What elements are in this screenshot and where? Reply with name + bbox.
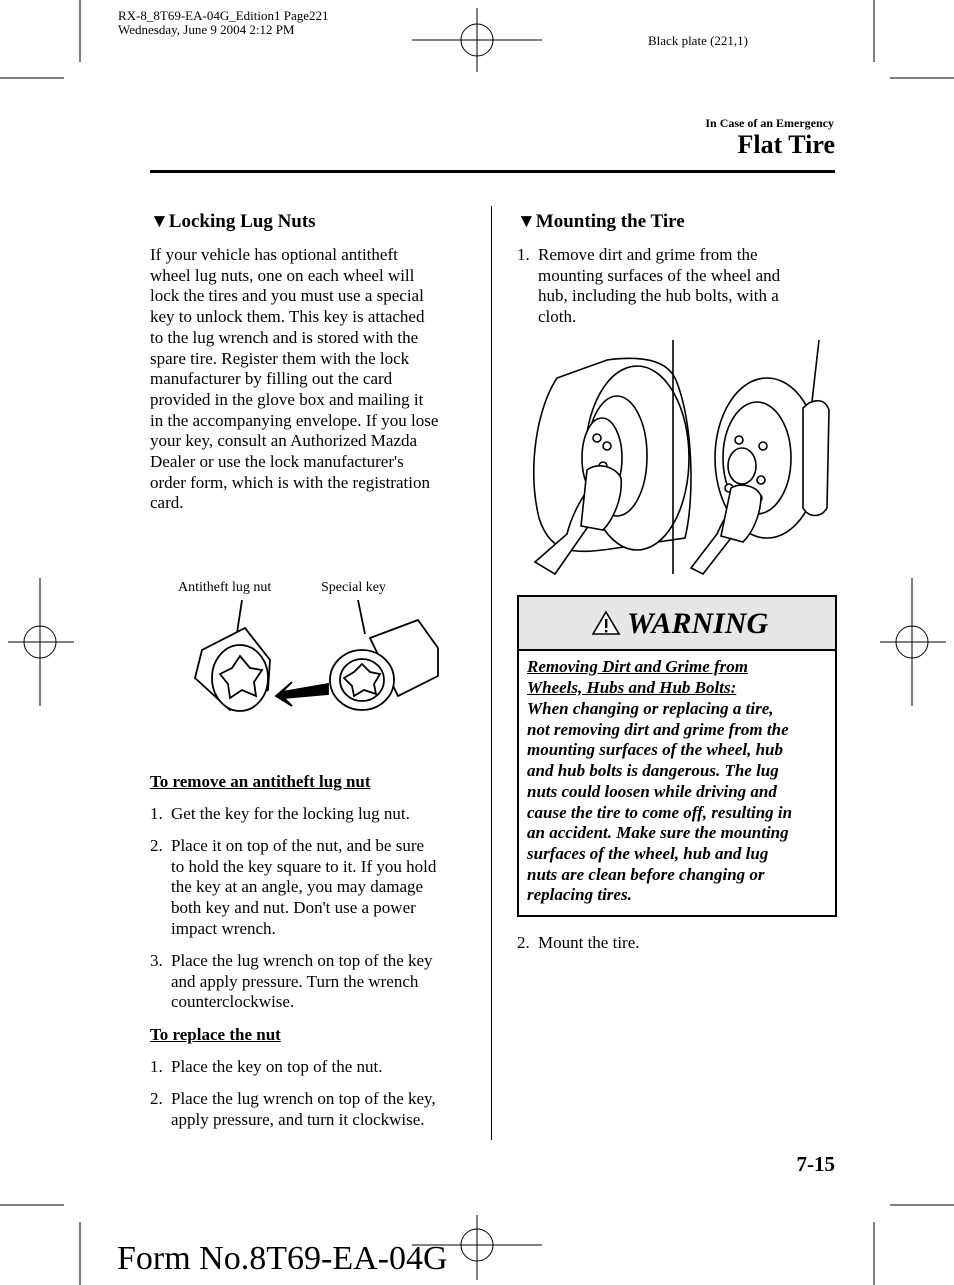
step-text [171, 1089, 436, 1130]
step-text [171, 836, 436, 940]
step-line: Place the lug wrench on top of the key [171, 951, 433, 970]
special-key-label: Special key [321, 580, 386, 595]
wheel-hub-cleaning-illustration [517, 338, 835, 578]
warning-triangle-icon [591, 610, 621, 636]
paragraph-line: lock the tires and you must use a special [150, 286, 424, 306]
warning-box [517, 595, 837, 917]
paragraph-line: wheel lug nuts, one on each wheel will [150, 265, 415, 285]
locking-lug-nuts-heading: ▼Locking Lug Nuts [150, 211, 316, 232]
step-text [538, 245, 780, 328]
step-line: Get the key for the locking lug nut. [171, 804, 410, 823]
warning-header [519, 597, 835, 651]
step-line: hub, including the hub bolts, with a [538, 286, 779, 306]
step-line: to hold the key square to it. If you hold [171, 856, 437, 876]
paragraph-line: card. [150, 493, 184, 513]
paragraph-line: key to unlock them. This key is attached [150, 307, 425, 327]
step-line: the key at an angle, you may damage [171, 877, 424, 897]
page-number: 7-15 [796, 1152, 835, 1176]
warning-body [527, 699, 827, 906]
warning-body-line: When changing or replacing a tire, [527, 699, 774, 718]
print-plate: Black plate (221,1) [648, 33, 748, 48]
step-line: Remove dirt and grime from the [538, 245, 758, 264]
warning-body-line: an accident. Make sure the mounting [527, 823, 789, 843]
locking-lug-nuts-paragraph [150, 245, 480, 514]
remove-step-2 [150, 836, 480, 946]
warning-body-line: nuts are clean before changing or [527, 864, 765, 884]
lug-nut-illustration [150, 598, 480, 728]
step-number: 2. [150, 1089, 163, 1108]
step-line: and apply pressure. Turn the wrench [171, 971, 419, 991]
column-divider [491, 206, 492, 1140]
step-text [171, 951, 433, 1013]
form-number: Form No.8T69-EA-04G [117, 1240, 448, 1277]
mount-step-1 [517, 245, 833, 331]
warning-subtitle-line: Removing Dirt and Grime from [527, 657, 749, 676]
step-text [538, 933, 640, 954]
paragraph-line: to the lug wrench and is stored with the [150, 327, 419, 347]
step-line: cloth. [538, 307, 577, 327]
step-line: Place the key on top of the nut. [171, 1057, 383, 1076]
step-number: 1. [517, 245, 530, 264]
remove-nut-heading: To remove an antitheft lug nut [150, 772, 371, 791]
step-text [171, 1057, 383, 1078]
mounting-tire-heading: ▼Mounting the Tire [517, 211, 685, 232]
replace-nut-heading: To replace the nut [150, 1025, 281, 1044]
warning-body-line: and hub bolts is dangerous. The lug [527, 761, 779, 781]
paragraph-line: Dealer or use the lock manufacturer's [150, 452, 404, 472]
warning-body-line: surfaces of the wheel, hub and lug [527, 843, 769, 863]
step-line: impact wrench. [171, 918, 276, 938]
replace-step-1 [150, 1057, 480, 1079]
paragraph-line: manufacturer by filling out the card [150, 369, 393, 389]
paragraph-line: in the accompanying envelope. If you lose [150, 410, 439, 430]
step-number: 1. [150, 804, 163, 823]
paragraph-line: order form, which is with the registration [150, 472, 430, 492]
paragraph-line: provided in the glove box and mailing it [150, 389, 424, 409]
warning-body-line: nuts could loosen while driving and [527, 781, 777, 801]
warning-subtitle-line: Wheels, Hubs and Hub Bolts: [527, 677, 737, 697]
step-line: Place the lug wrench on top of the key, [171, 1089, 436, 1108]
paragraph-line: your key, consult an Authorized Mazda [150, 431, 418, 451]
print-meta-date: Wednesday, June 9 2004 2:12 PM [118, 22, 295, 37]
section-label: In Case of an Emergency [705, 116, 834, 130]
step-number: 2. [517, 933, 530, 952]
step-number: 2. [150, 836, 163, 855]
warning-subtitle [527, 657, 827, 698]
step-line: mounting surfaces of the wheel and [538, 265, 781, 285]
remove-step-1 [150, 804, 480, 826]
step-line: apply pressure, and turn it clockwise. [171, 1109, 425, 1129]
warning-body-line: mounting surfaces of the wheel, hub [527, 740, 783, 760]
print-meta-file: RX-8_8T69-EA-04G_Edition1 Page221 [118, 8, 329, 23]
warning-body-line: not removing dirt and grime from the [527, 719, 789, 739]
remove-step-3 [150, 951, 480, 1017]
step-line: Place it on top of the nut, and be sure [171, 836, 425, 855]
header-rule [150, 170, 835, 173]
step-line: counterclockwise. [171, 992, 295, 1012]
paragraph-line: spare tire. Register them with the lock [150, 348, 410, 368]
step-line: Mount the tire. [538, 933, 640, 952]
paragraph-line: If your vehicle has optional antitheft [150, 245, 398, 264]
step-line: both key and nut. Don't use a power [171, 898, 416, 918]
step-text [171, 804, 410, 825]
step-number: 3. [150, 951, 163, 970]
warning-body-line: replacing tires. [527, 885, 632, 905]
step-number: 1. [150, 1057, 163, 1076]
antitheft-lug-nut-label: Antitheft lug nut [178, 580, 272, 595]
warning-body-line: cause the tire to come off, resulting in [527, 802, 793, 822]
page-title: Flat Tire [737, 130, 835, 159]
warning-title: WARNING [627, 607, 769, 640]
mount-step-2 [517, 933, 833, 955]
replace-step-2 [150, 1089, 480, 1133]
